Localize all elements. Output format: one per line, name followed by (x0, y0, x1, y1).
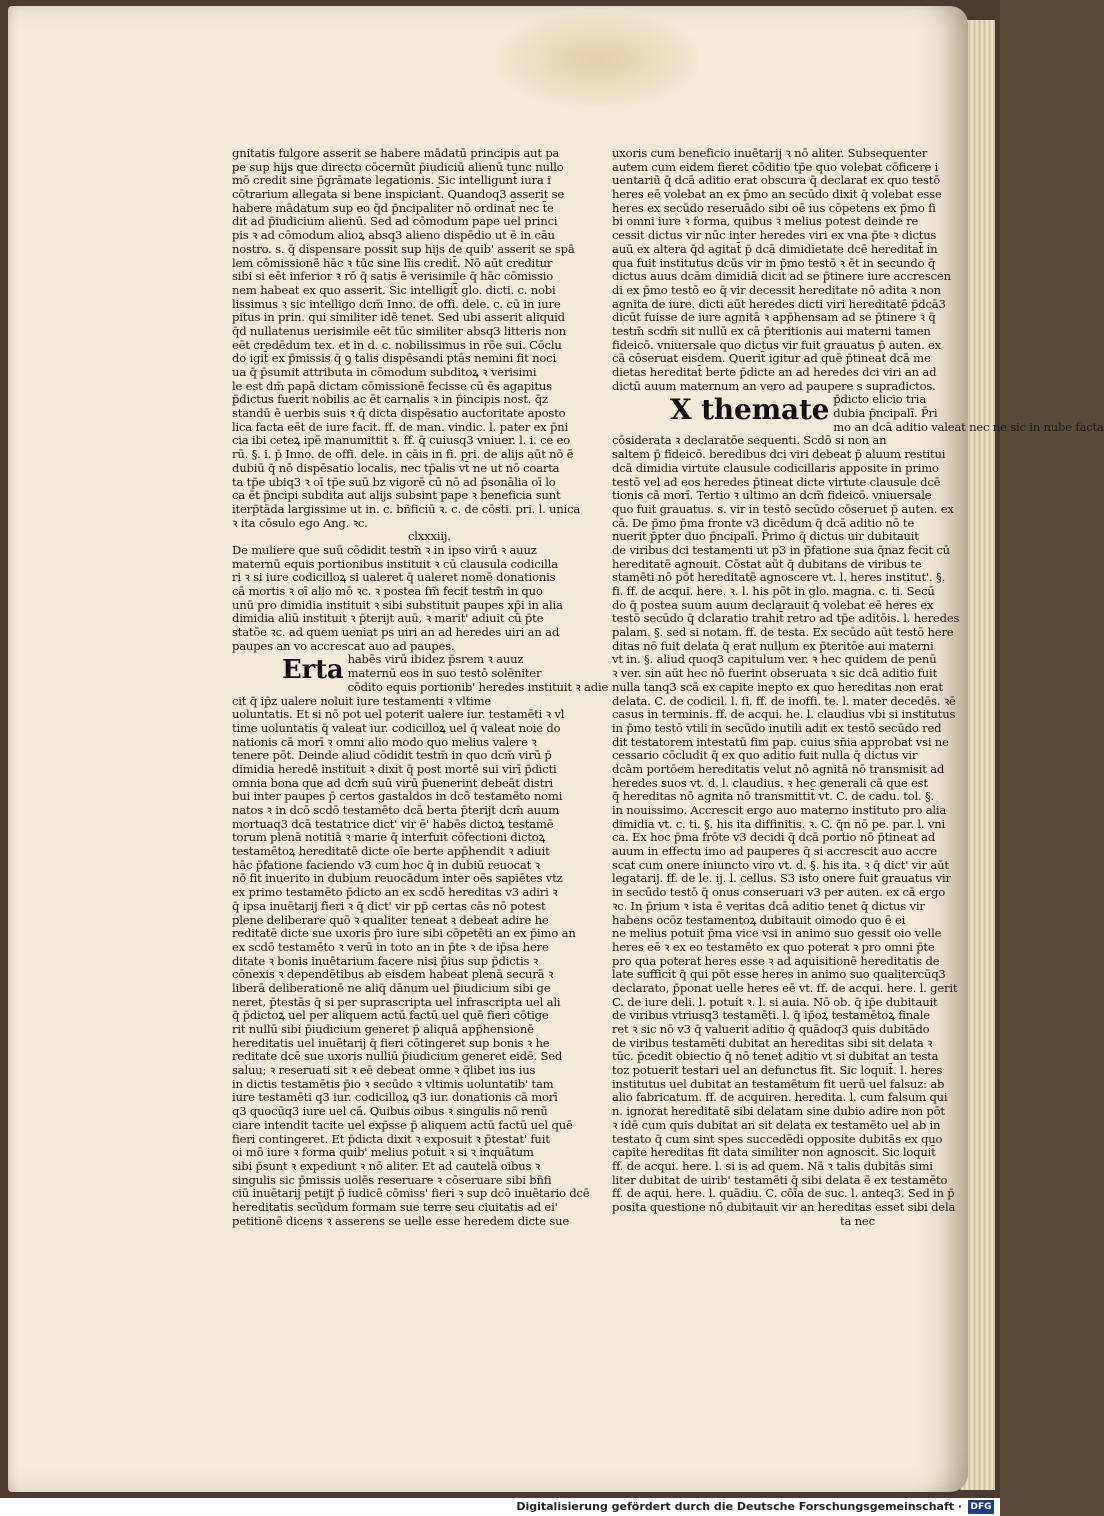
text-line: heres eē ꝛ ex eo testamēto ex quo poterat ꝛ pro omni p̄te (612, 939, 935, 954)
text-line: cit q̄ ip̄z ualere noluit iure testamenti ꝛ vltime (232, 693, 492, 708)
text-line: ditas nō fuit delata q̄ erat nullum ex p̄teritōe aui materni (612, 638, 934, 653)
text-line: nō fit inuerito in dubium reuocādum inter oēs sapiētes vtz (232, 871, 563, 886)
text-line: dimidia heredē instituit ꝛ dixit q̄ post mortē sui virī p̄dicti (232, 761, 557, 776)
initial-paragraph (612, 392, 1104, 448)
text-line: capite hereditas fit data similiter non agnoscit. Sic loquit̄ (612, 1145, 936, 1160)
text-line: hereditatis uel inuētarij q̄ fieri cōtingeret sup bonis ꝛ he (232, 1035, 550, 1050)
water-stain (498, 12, 698, 107)
text-line: fi. ff. de acqui. here. ꝛ. l. his pōt in glo. magna. c. ti. Secū (612, 584, 935, 598)
text-line: time uoluntatis q̄ valeat iur. codicilloꝝ uel q̄ valeat noie do (232, 720, 561, 735)
text-line: ua q̄ p̄sumit attributa in cōmodum subditoꝝ ꝛ verisimi (232, 365, 537, 379)
text-line: ciare intendit tacite uel exp̄sse p̄ aliquem actū factū uel quē (232, 1117, 573, 1132)
text-line: unū pro dimidia instituit ꝛ sibi substituit paupes xp̄i in alia (232, 597, 563, 612)
text-line: statōe ꝛc. ad quem ueniat ps uiri an ad heredes uiri an ad (232, 625, 560, 640)
text-line: nationis cā morī ꝛ omni alio modo quo melius valere ꝛ (232, 734, 537, 749)
text-line: cōsiderata ꝛ declaratōe sequenti. Scdō si non an (612, 433, 887, 448)
text-line: iterp̄tāda largissime ut in. c. bñficiū ꝛ. c. de cōsti. pri. l. unica (232, 501, 581, 516)
text-line: auū ex altera q̄d agitat̄ p̄ dcā dimidietate dcē hereditat̄ in (612, 241, 938, 256)
text-line: reditate dcē sue uxoris nulliū p̄iudicium generet eidē. Sed (232, 1049, 563, 1064)
text-line: do igit̄ ex p̄missis q̄ ꝯ talis dispēsandi ptās nemini fit noci (232, 351, 556, 366)
text-line: fieri contingeret. Et p̄dicta dixit ꝛ exposuit ꝛ p̄testat' fuit (232, 1131, 550, 1146)
text-line: ri ꝛ si iure codicilloꝝ si ualeret q̄ ualeret nomē donationis (232, 570, 556, 585)
text-line: mo an dcā aditio valeat nec ne sic in nube facta (833, 419, 1104, 434)
credit-text: Digitalisierung gefördert durch die Deutsche Forschungsgemeinschaft · (516, 1500, 962, 1513)
text-line: cōdito equis portionib' heredes instituit ꝛ adie (347, 679, 609, 694)
text-line: omnia bona que ad dcm̄ suū virū p̄uenerint debeāt distri (232, 775, 553, 790)
dfg-logo: DFG (968, 1500, 994, 1514)
text-line: ꝛc. In p̄rium ꝛ ista ē veritas dcā aditio tenet q̄ dictus vir (612, 898, 925, 913)
text-line: ciū inuētarij petijt p̄ iudicē cōmiss' fieri ꝛ sup dcō inuētario dcē (232, 1186, 590, 1201)
text-line: delata. C. de codicil. l. fi. ff. de inoffi. te. l. mater decedēs. ꝛē (612, 693, 956, 708)
initial-paragraph (232, 652, 609, 708)
text-line: posita questione nō dubitauit vir an hereditas esset sibi dela (612, 1199, 956, 1214)
text-line: vt in. §. aliud quoq3 capitulum ver. ꝛ hec quidem de penū (612, 652, 937, 667)
reference-number: clxxxiij. (408, 529, 451, 544)
text-line: pro qua poterat heres esse ꝛ ad aquisitionē hereditatis de (612, 953, 940, 968)
text-line: testamētoꝝ hereditatē dicte oīe berte app̄hendit ꝛ adiuit (232, 844, 550, 859)
text-line: fideicō. vniuersale quo dictus vir fuit grauatus p̄ auten. ex (612, 337, 942, 352)
text-line: q̄ ipsa inuētarij fieri ꝛ q̄ dict' vir pp̄ certas cās nō potest (232, 898, 546, 913)
text-line: hereditatē agnouit. Cōstat aūt q̄ dubitans de viribus te (612, 556, 922, 571)
text-line: toz potuerit testari uel an defunctus fit. Sic loquit̄. l. heres (612, 1063, 943, 1078)
text-line: dicūt fuisse de iure agnitā ꝛ app̄hensam ad se p̄tinere ꝛ q̄ (612, 310, 936, 325)
text-line: di ex p̄mo testō eo q̄ vir decessit hereditate nō adita ꝛ non (612, 282, 941, 297)
text-line: pitus in prin. qui similiter idē tenet. Sed ubi asserit aliquid (232, 310, 565, 325)
text-line: testm̄ scdm̄ sit nullū ex cā p̄teritionis aui materni tamen (612, 323, 931, 338)
text-line: standū ē uerbis suis ꝛ q̄ dicta dispēsatio auctoritate aposto (232, 406, 566, 421)
text-line: dictū auum maternum an vero ad paupere s supradictos. (612, 378, 936, 393)
text-line: ne melius potuit p̄ma vice vsi in animo suo gessit oio velle (612, 926, 942, 941)
text-line: lissimus ꝛ sic intelligo dcm̄ Inno. de offi. dele. c. cū in iure (232, 296, 561, 311)
text-line: tūc. p̄cedit obiectio q̄ nō tenet aditio vt si dubitat an testa (612, 1049, 939, 1064)
text-line: tenere pōt. Deinde aliud cōdidit testm̄ in quo dcm̄ virū p̄ (232, 748, 552, 763)
initial-letter: X themate (670, 393, 830, 427)
text-line: q̄ hereditas nō agnita nō transmittit̄ vt. C. de cadu. tol. §. (612, 789, 935, 804)
text-line: institutus uel dubitat an testamētum fit uerū uel falsuz: ab (612, 1076, 945, 1091)
text-line: in secūdo testō q̄ onus conseruari v3 per auten. ex cā ergo (612, 885, 946, 900)
text-line: bi omni iure ꝛ forma, quibus ꝛ melius potest deinde re (612, 214, 919, 229)
text-line: oi mō iure ꝛ forma quib' melius potuit ꝛ si ꝛ inquātum (232, 1145, 534, 1160)
text-line: nulla tanq3 scā ex capite inepto ex quo hereditas non erat (612, 679, 943, 694)
text-line: dcā dimidia virtute clausule codicillaris apposite in primo (612, 460, 939, 475)
text-line: cā. De p̄mo p̄ma fronte v3 dicēdum q̄ dcā aditio nō te (612, 515, 915, 530)
text-line: bui inter paupes p̄ certos gastaldos in dcō testamēto nomi (232, 789, 563, 804)
text-line: ca. Ex hoc p̄ma frōte v3 decidi q̄ dcā portio nō p̄tineat ad (612, 830, 936, 845)
text-line: cessario cōcludit q̄ ex quo aditio fuit nulla q̄ dictus vir (612, 748, 918, 763)
text-line: autem cum eidem fieret cōditio tp̄e quo volebat cōficere i (612, 159, 939, 174)
text-line: liter dubitat de uirib' testamēti q̄ sibi delata ē ex testamēto (612, 1172, 948, 1187)
text-line: ex primo testamēto p̄dicto an ex scdō hereditas v3 adiri ꝛ (232, 885, 558, 900)
text-line: ꝛ ita cōsulo ego Ang. ꝛc. (232, 515, 368, 530)
text-line: dietas hereditat̄ berte p̄dicte an ad heredes dci viri an ad (612, 365, 937, 379)
text-line: saluu; ꝛ reseruati sit ꝛ eē debeat omne ꝛ q̄libet ius ius (232, 1063, 536, 1078)
text-line: lica facta eēt de iure facit. ff. de man. vindic. l. pater ex p̄ni (232, 419, 569, 434)
text-line: habens ocōz testamentoꝝ dubitauit oimodo quo ē ei (612, 912, 906, 927)
text-line: plene deliberare quō ꝛ qualiter teneat ꝛ debeat adire he (232, 912, 549, 927)
text-line: de viribus dci testamenti ut p3 in p̄fatione sua q̄naz fecit cū (612, 542, 950, 557)
text-line: heres eē volebat an ex p̄mo an secūdo dixit q̄ volebat esse (612, 187, 942, 202)
text-line: natos ꝛ in dcō scdō testamēto dcā berta p̄terijt dcm̄ auum (232, 803, 559, 817)
text-line: testato q̄ cum sint spes succedēdi opposite dubitās ex quo (612, 1131, 943, 1146)
text-line: ex scdō testamēto ꝛ verū in toto an in p̄te ꝛ de ip̄sa here (232, 939, 549, 954)
text-line: ditate ꝛ bonis inuētarium facere nisi p̄ius sup p̄dictis ꝛ (232, 953, 539, 968)
text-line: dictus auus dcām dimidiā dicit ad se p̄tinere iure accrescen (612, 269, 951, 284)
text-line: maternū equis portionibus instituit ꝛ cū clausula codicilla (232, 556, 558, 571)
text-line: testō vel ad eos heredes p̄tineat dicte virtute clausule dcē (612, 474, 941, 489)
text-line: qua fuit institutus dcūs vir in p̄mo testō ꝛ ēt in secundo q̄ (612, 255, 936, 270)
text-line: cōtrarium allegata si bene inspiciant̄. Quandoq3 asserit se (232, 187, 564, 202)
text-line: C. de iure deli. l. potuit ꝛ. l. si auia. Nō ob. q̄ ip̄e dubitauit (612, 994, 938, 1009)
text-line: ret ꝛ sic nō v3 q̄ valuerit aditio q̄ quādoq3 quis dubitādo (612, 1022, 930, 1036)
text-line: hāc p̄fatione faciendo v3 cum hoc q̄ in dubiū reuocat ꝛ (232, 857, 540, 872)
text-line: uoluntatis. Et si nō pot uel poterit ualere iur. testamēti ꝛ vl (232, 707, 565, 722)
text-line: rit nullū sibi p̄iudicium generet p̄ aliquā app̄hensionē (232, 1022, 534, 1036)
text-line: quo fuit grauatus. s. vir in testō secūdo cōseruet p̄ auten. ex (612, 501, 954, 516)
text-line: cōnexis ꝛ dependētibus ab eisdem habeat plenā securā ꝛ (232, 967, 554, 982)
right-column (612, 146, 1104, 1307)
text-line: sibi si eēt inferior ꝛ rō q̄ satis ē verisimile q̄ hāc cōmissio (232, 269, 554, 284)
text-line: habere mādatum sup eo q̄d p̄ncipaliter nō ordinat̄ nec t̄e (232, 200, 554, 215)
text-line: nostro. s. q̄ dispensare possit sup hijs de quib' asserit se spā (232, 241, 575, 256)
catchword: ta nec (840, 1213, 875, 1228)
text-line: dubiū q̄ nō dispēsatio localis, nec tp̄alis vt̄ ne ut nō coarta (232, 460, 560, 475)
text-line: dimidia aliū instituit ꝛ p̄terijt auū, ꝛ marit' adiuit cū p̄te (232, 611, 544, 626)
text-line: casus in terminis. ff. de acqui. he. l. claudius vbi si institutus (612, 707, 956, 722)
text-line: pis ꝛ ad cōmodum alioꝝ absq3 alieno dispēdio ut ē in cāu (232, 228, 555, 243)
text-line: De muliere que suū cōdidit testm̄ ꝛ in ipso virū ꝛ auuz (232, 542, 537, 557)
text-line: ff. de acqui. here. l. si is ad quem. Nā ꝛ talis dubitās simi (612, 1158, 933, 1173)
text-line: habēs virū ibidez p̄srem ꝛ auuz (347, 652, 524, 667)
text-line: q3 quocūq3 iure uel cā. Quibus oibus ꝛ singulis nō renū (232, 1104, 548, 1119)
text-line: hereditatis secūdum formam sue terre seu ciuitatis ad ei' (232, 1199, 558, 1214)
text-line: cā cōseruat eisdem. Querit̄ igitur ad quē p̄tineat dcā me (612, 351, 931, 366)
text-line: uentariū q̄ dcā aditio erat obscura q̄ declarat ex quo testō (612, 173, 941, 188)
text-line: palam. §. sed si notam. ff. de testa. Ex secūdo aūt testō here (612, 625, 954, 640)
text-line: n. ignorat hereditatē sibi delatam sine dubio adire non pōt (612, 1104, 945, 1119)
text-line: de viribus testamēti dubitat an hereditas sibi sit delata ꝛ (612, 1035, 933, 1050)
text-line: heres ex secūdo reseruādo sibi oē ius cōpetens ex p̄mo fi (612, 200, 936, 215)
text-line: agnita de iure. dicti aūt heredes dicti viri hereditatē p̄dcā3 (612, 296, 946, 311)
text-line: uxoris cum beneficio inuētarij ꝛ nō aliter. Subsequenter (612, 146, 928, 160)
text-line: cia ibi ceteꝝ ipē manumittit ꝛ. ff. q̄ cuiusq3 vniuer. l. i. ce eo (232, 433, 570, 448)
text-line: q̄d nullatenus uerisimile eēt tūc similiter absq3 litteris non (232, 323, 566, 338)
text-line: auum in effectu imo ad pauperes q̄ si accrescit auo accre (612, 844, 937, 859)
text-line: alio fabricatum. ff. de acquiren. heredita. l. cum falsum qui (612, 1090, 948, 1105)
text-line: mortuaq3 dcā testatrice dict' vir ē' habēs dictoꝝ testamē (232, 816, 554, 831)
text-line: iure testamēti q3 iur. codicilloꝝ q3 iur. donationis cā morī (232, 1090, 558, 1105)
text-line: heredes suos vt. d. l. claudius. ꝛ hec generali cā que est (612, 775, 928, 790)
text-line: late sufficit q̄ qui pōt esse heres in animo suo qualitercūq3 (612, 967, 946, 982)
text-line: singulis sic p̄missis uolēs reseruare ꝛ cōseruare sibi bñfi (232, 1172, 552, 1187)
text-line: dimidia vt. c. ti. §. his ita diffinitis. ꝛ. C. q̄n nō pe. par. l. vni (612, 816, 945, 831)
text-line: p̄dictus fuerit nobilis ac ēt carnalis ꝛ in p̄incipis nost. q̄z (232, 392, 548, 407)
text-line: de viribus vtriusq3 testamēti. l. q̄ ip̄oꝝ testamētoꝝ finale (612, 1008, 930, 1023)
text-line: in p̄mo testō vtili in secūdo inutili adit ex testō secūdo red (612, 720, 942, 735)
text-line: p̄dicto elicio tria (833, 392, 927, 407)
text-line: dubia p̄ncipalī. P̄ri (833, 406, 938, 421)
text-line: rū. §. i. p̄ Inno. de offi. dele. in cāis in fi. pri. de alijs aūt nō ē (232, 447, 574, 462)
text-line: maternū eos in suo testō solēniter (347, 666, 542, 681)
text-line: stamēti nō pōt hereditatē agnoscere vt. l. heres institut'. §. (612, 570, 946, 585)
initial-letter: Erta (282, 655, 344, 686)
left-column (232, 146, 609, 1247)
text-line: in nouissimo. Accrescit ergo auo materno instituto pro alia (612, 803, 947, 817)
text-line: mō credit̄ sine p̄grāmate legationis. Sic intelligunt̄ iura i (232, 173, 551, 188)
text-line: saltem p̄ fideicō. beredibus dci viri debeat p̄ aluum restitui (612, 447, 946, 462)
text-line: gnitatis fulgore asserit se habere mādatū principis aut pa (232, 146, 560, 160)
text-line: torum plenā notitiā ꝛ marie q̄ interfuit cōfectioni dictoꝝ (232, 830, 546, 845)
text-line: dit testatorem intestatū fim pap. cuius sn̄ia approbat vsi ne (612, 734, 949, 749)
text-line: eēt credēdum tex. et in d. c. nobilissimus in rōe sui. Cōclu (232, 337, 562, 352)
text-line: neret, p̄testās q̄ si per suprascripta uel infrascripta uel ali (232, 994, 561, 1009)
text-line: legatarij. ff. de le. ij. l. cellus. S3 isto onere fuit grauatus vir (612, 871, 951, 886)
text-line: pe sup hijs que directo cōcernūt p̄iudiciū alienū tunc nullo (232, 159, 564, 174)
text-line: nem habeat ex quo asserit. Sic intelligit̄ glo. dicti. c. nobi (232, 282, 556, 297)
text-line: tionis cā morī. Tertio ꝛ ultimo an dcm̄ fideicō. vniuersale (612, 488, 932, 503)
text-line: dcām portōem hereditatis velut nō agnitā nō transmisit ad (612, 761, 945, 776)
text-line: dit ad p̄iudicium alienū. Sed ad cōmodum pape uel princi (232, 214, 558, 229)
text-line: do q̄ postea suum auum declarauit q̄ volebat eē heres ex (612, 597, 934, 612)
text-line: liberā deliberationē ne aliq̄ dānum uel p̄iudicium sibi ge (232, 980, 551, 995)
text-line: paupes an vo accrescat auo ad paupes. (232, 638, 455, 653)
text-line: ff. de aqui. here. l. quādiu. C. cōīa de suc. l. anteq3. Sed in p̄ (612, 1186, 955, 1201)
text-line: cā mortis ꝛ oī alio mō ꝛc. ꝛ postea fm̄ fecit testm̄ in quo (232, 584, 543, 598)
text-line: ca ēt p̄ncipi subdita aut alijs subsint pape ꝛ beneficia sunt (232, 488, 561, 503)
text-line: lem cōmissionē hāc ꝛ tūc sine līis credit̄. Nō aūt creditur (232, 255, 553, 270)
text-line: scat cum onere iniuncto viro vt. d. §. his ita. ꝛ q̄ dict' vir aūt (612, 857, 949, 872)
text-line: le est dm̄ papā dictam cōmissionē fecisse cū ēs agapitus (232, 378, 552, 393)
text-line: cessit dictus vir nūc inter heredes viri ex vna p̄te ꝛ dictus (612, 228, 937, 243)
text-line: in dictis testamētis p̄io ꝛ secūdo ꝛ vltimis uoluntatib' tam (232, 1076, 554, 1091)
text-line: q̄ p̄dictoꝝ uel per aliquem actū factū uel quē fieri cōtige (232, 1008, 549, 1023)
text-line: petitionē dicens ꝛ asserens se uelle esse heredem dicte sue (232, 1213, 570, 1228)
text-line: reditatē dicte sue uxoris p̄ro iure sibi cōpetēti an ex p̄imo an (232, 926, 576, 941)
text-line: ꝛ idē cum quis dubitat an sit delata ex testamēto uel ab in (612, 1117, 941, 1132)
text-line: sibi p̄sunt ꝛ expediunt ꝛ nō aliter. Et ad cautelā oibus ꝛ (232, 1158, 541, 1173)
text-line: ta tp̄e ubiq3 ꝛ oī tp̄e suū bz vigorē cū nō ad p̄sonālia oī lo (232, 474, 556, 489)
text-line: testō secūdo q̄ dclaratio trahit̄ retro ad tp̄e aditōis. l. heredes (612, 611, 960, 626)
text-line: declarato, p̄ponat uelle heres eē vt. ff. de acqui. here. l. gerit (612, 980, 958, 995)
text-line: ꝛ ver. sin aūt hec nō fuerint obseruata ꝛ sic dcā aditio fuit (612, 666, 938, 681)
text-line: nuerit p̄pter duo p̄ncipalī. P̄rimo q̄ dictus uir dubitauit (612, 529, 919, 544)
